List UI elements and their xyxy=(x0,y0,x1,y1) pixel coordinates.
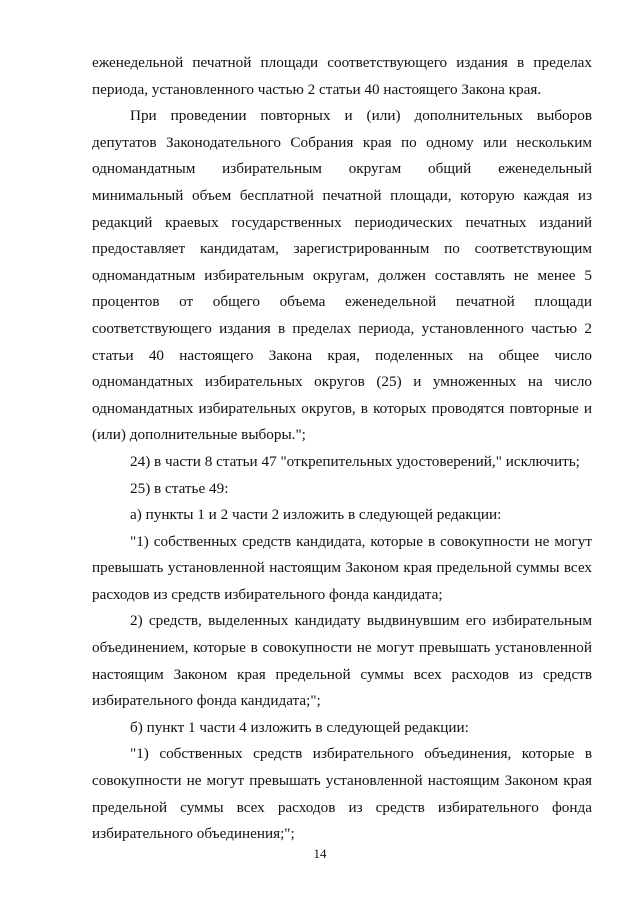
paragraph-point-2-candidate: 2) средств, выделенных кандидату выдвинувшим его избирательным объединением, которые в совокупности не могут превышать установленной настоящим Законом края предельной суммы всех расходов из средств избирательного фонда кандидата;"; xyxy=(92,612,592,710)
paragraph-repeat-elections: При проведении повторных и (или) дополнительных выборов депутатов Законодательного Собрания края по одному или нескольким одномандатным избирательным округам общий еженедельный минимальный объем бесплатной печатной площади, которую каждая из редакций краевых государственных периодических печатных изданий предоставляет кандидатам, зарегистрированным по соответствующим одномандатным избирательным округам, должен составлять не менее 5 процентов от общего объема еженедельной печатной площади соответствующего издания в пределах периода, установленного частью 2 статьи 40 настоящего Закона края, поделенных на общее число одномандатных избирательных округов (25) и умноженных на число одномандатных избирательных округов, в которых проводятся повторные и (или) дополнительные выборы."; xyxy=(92,107,592,444)
paragraph-point-1-association: "1) собственных средств избирательного объединения, которые в совокупности не могут превышать установленной настоящим Законом края предельной суммы всех расходов из средств избирательного фонда избирательного объединения;"; xyxy=(92,745,592,843)
paragraph-continuation: еженедельной печатной площади соответствующего издания в пределах периода, установленного частью 2 статьи 40 настоящего Закона края. xyxy=(92,54,592,98)
paragraph-subitem-b: б) пункт 1 части 4 изложить в следующей редакции: xyxy=(130,718,469,736)
paragraph-point-1-candidate: "1) собственных средств кандидата, которые в совокупности не могут превышать установленной настоящим Законом края предельной суммы всех расходов из средств избирательного фонда кандидата; xyxy=(92,532,592,603)
paragraph-item-25: 25) в статье 49: xyxy=(130,479,229,497)
paragraph-item-24: 24) в части 8 статьи 47 "открепительных удостоверений," исключить; xyxy=(130,452,580,470)
paragraph-subitem-a: а) пункты 1 и 2 части 2 изложить в следующей редакции: xyxy=(130,506,502,524)
document-body xyxy=(92,50,592,848)
page-number: 14 xyxy=(313,846,327,861)
